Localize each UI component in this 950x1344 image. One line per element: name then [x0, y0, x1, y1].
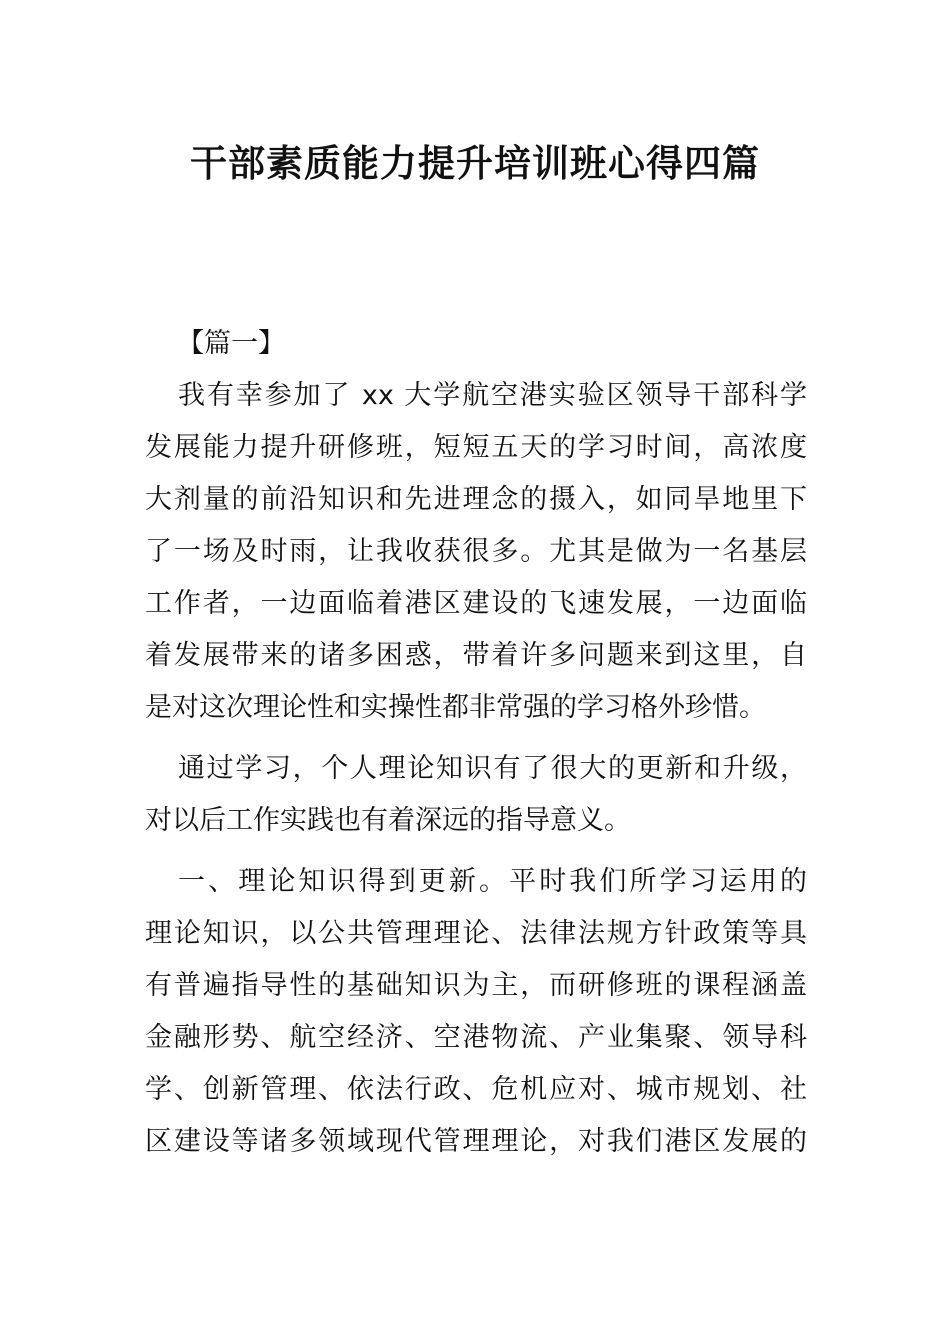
paragraph-line: 有普遍指导性的基础知识为主，而研修班的课程涵盖	[145, 970, 807, 1001]
paragraph-line: 对以后工作实践也有着深远的指导意义。	[145, 805, 631, 836]
paragraph-line: 发展能力提升研修班，短短五天的学习时间，高浓度	[145, 432, 807, 463]
paragraph-line: 学、创新管理、依法行政、危机应对、城市规划、社	[145, 1074, 807, 1105]
paragraph-line: 理论知识，以公共管理理论、法律法规方针政策等具	[145, 918, 807, 949]
paragraph-line: 一、理论知识得到更新。平时我们所学习运用的	[178, 866, 807, 897]
paragraph-line: 我有幸参加了 xx 大学航空港实验区领导干部科学	[178, 380, 807, 411]
document-body	[145, 318, 807, 1168]
paragraph-line: 金融形势、航空经济、空港物流、产业集聚、领导科	[145, 1022, 807, 1053]
paragraph-line: 区建设等诸多领域现代管理理论，对我们港区发展的	[145, 1126, 807, 1157]
paragraph-line: 了一场及时雨，让我收获很多。尤其是做为一名基层	[145, 536, 807, 567]
paragraph-3	[145, 856, 807, 1168]
paragraph-line: 大剂量的前沿知识和先进理念的摄入，如同旱地里下	[145, 484, 807, 515]
paragraph-1	[145, 370, 807, 734]
document-title: 干部素质能力提升培训班心得四篇	[190, 142, 760, 185]
paragraph-line: 工作者，一边面临着港区建设的飞速发展，一边面临	[145, 588, 807, 619]
paragraph-2	[145, 743, 807, 847]
paragraph-line: 通过学习，个人理论知识有了很大的更新和升级，	[178, 753, 807, 784]
section-label: 【篇一】	[177, 328, 285, 359]
paragraph-line: 是对这次理论性和实操性都非常强的学习格外珍惜。	[145, 692, 766, 723]
paragraph-line: 着发展带来的诸多困惑，带着许多问题来到这里，自	[145, 640, 807, 671]
